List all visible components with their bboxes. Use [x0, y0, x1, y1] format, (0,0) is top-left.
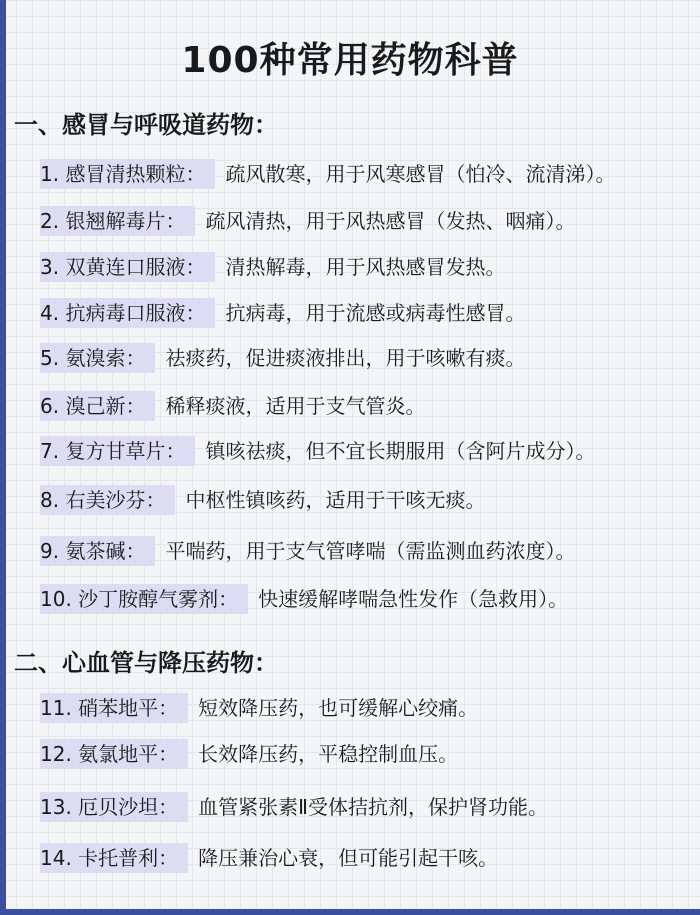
drug-description: 清热解毒，用于风热感冒发热。: [225, 255, 506, 279]
drug-name: 10. 沙丁胺醇气雾剂：: [40, 584, 248, 614]
list-item: [40, 485, 485, 515]
list-item: [40, 792, 548, 822]
drug-name: 13. 厄贝沙坦：: [40, 792, 188, 822]
list-item: [40, 252, 505, 282]
list-item: [40, 693, 478, 723]
drug-description: 短效降压药，也可缓解心绞痛。: [198, 696, 479, 720]
drug-name: 5. 氨溴索：: [40, 343, 155, 373]
drug-name: 12. 氨氯地平：: [40, 739, 188, 769]
drug-description: 快速缓解哮喘急性发作（急救用）。: [258, 587, 569, 611]
list-item: [40, 843, 498, 873]
drug-name: 2. 银翘解毒片：: [40, 206, 195, 236]
drug-description: 镇咳祛痰，但不宜长期服用（含阿片成分）。: [205, 439, 596, 463]
drug-description: 长效降压药，平稳控制血压。: [198, 742, 459, 766]
drug-description: 稀释痰液，适用于支气管炎。: [165, 394, 426, 418]
list-item: [40, 206, 575, 236]
drug-description: 抗病毒，用于流感或病毒性感冒。: [225, 301, 526, 325]
section-heading-respiratory: 一、感冒与呼吸道药物：: [14, 111, 278, 139]
drug-name: 8. 右美沙芬：: [40, 485, 175, 515]
list-item: [40, 739, 458, 769]
drug-description: 祛痰药，促进痰液排出，用于咳嗽有痰。: [165, 346, 526, 370]
drug-name: 7. 复方甘草片：: [40, 436, 195, 466]
drug-name: 11. 硝苯地平：: [40, 693, 188, 723]
drug-description: 疏风散寒，用于风寒感冒（怕冷、流清涕）。: [225, 162, 616, 186]
section-heading-cardiovascular: 二、心血管与降压药物：: [14, 649, 278, 677]
drug-name: 1. 感冒清热颗粒：: [40, 159, 215, 189]
drug-name: 6. 溴己新：: [40, 391, 155, 421]
list-item: [40, 159, 615, 189]
drug-name: 14. 卡托普利：: [40, 843, 188, 873]
drug-description: 降压兼治心衰，但可能引起干咳。: [198, 846, 499, 870]
drug-name: 9. 氨茶碱：: [40, 536, 155, 566]
page-title: 100种常用药物科普: [181, 40, 519, 81]
left-border: [0, 0, 6, 915]
list-item: [40, 584, 568, 614]
drug-description: 血管紧张素Ⅱ受体拮抗剂，保护肾功能。: [198, 795, 549, 819]
list-item: [40, 436, 595, 466]
bottom-border: [0, 909, 700, 915]
drug-name: 4. 抗病毒口服液：: [40, 298, 215, 328]
list-item: [40, 343, 525, 373]
list-item: [40, 298, 525, 328]
list-item: [40, 536, 575, 566]
drug-name: 3. 双黄连口服液：: [40, 252, 215, 282]
drug-description: 中枢性镇咳药，适用于干咳无痰。: [185, 488, 486, 512]
drug-description: 平喘药，用于支气管哮喘（需监测血药浓度）。: [165, 539, 576, 563]
drug-description: 疏风清热，用于风热感冒（发热、咽痛）。: [205, 209, 576, 233]
list-item: [40, 391, 425, 421]
